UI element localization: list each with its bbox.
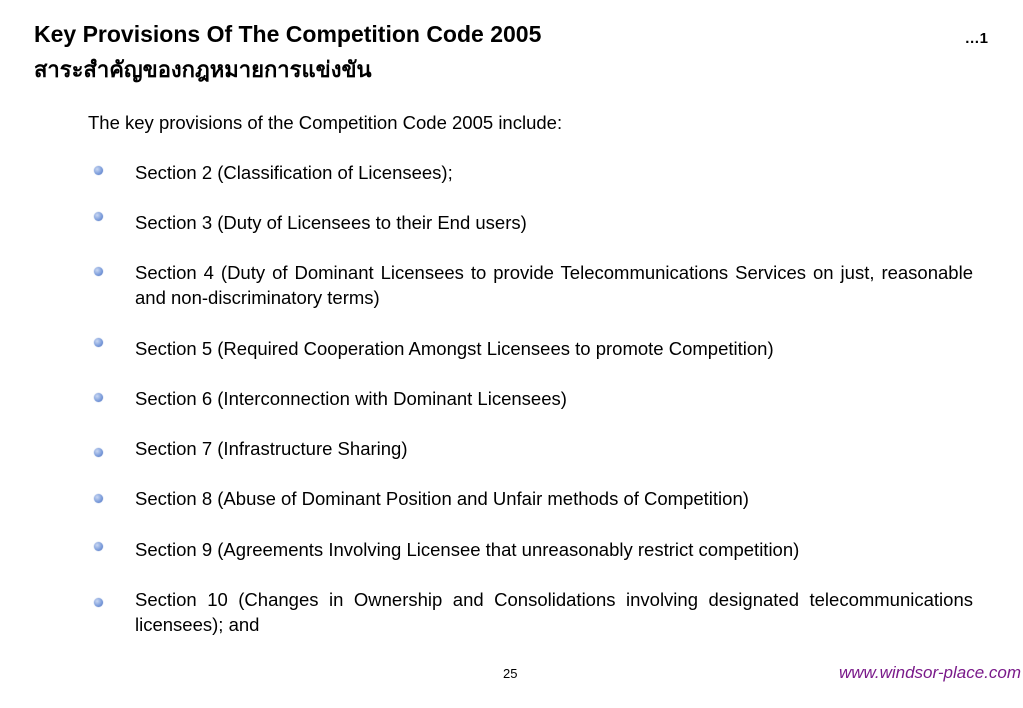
bullet-dot-icon [94,212,103,221]
bullet-dot-icon [94,494,103,503]
list-item [135,587,973,637]
list-item [135,210,973,235]
list-item [135,386,973,411]
list-item [135,260,973,310]
list-item [135,160,973,185]
page-number: 25 [503,666,518,681]
list-item [135,537,973,562]
list-item-text: Section 5 (Required Cooperation Amongst Licensees to promote Competition) [135,338,774,359]
list-item-text: Section 4 (Duty of Dominant Licensees to provide Telecommunications Services on just, reasonable and non-discriminatory terms) [135,262,973,308]
bullet-dot-icon [94,393,103,402]
list-item [135,436,973,461]
list-item-text: Section 7 (Infrastructure Sharing) [135,438,408,459]
bullet-dot-icon [94,338,103,347]
bullet-dot-icon [94,448,103,457]
slide-title: Key Provisions Of The Competition Code 2005 [34,21,542,47]
website-link[interactable]: www.windsor-place.com [838,663,1021,682]
list-item-text: Section 10 (Changes in Ownership and Consolidations involving designated telecommunications licensees); and [135,589,973,635]
list-item-text: Section 9 (Agreements Involving Licensee that unreasonably restrict competition) [135,539,800,560]
list-item-text: Section 3 (Duty of Licensees to their End users) [135,212,527,233]
bullet-dot-icon [94,267,103,276]
intro-text: The key provisions of the Competition Code 2005 include: [88,112,563,133]
page-marker: …1 [964,30,988,47]
bullet-dot-icon [94,166,103,175]
list-item-text: Section 2 (Classification of Licensees); [135,162,453,183]
list-item-text: Section 6 (Interconnection with Dominant Licensees) [135,388,567,409]
bullet-dot-icon [94,542,103,551]
list-item [135,486,973,511]
thai-subtitle: สาระสำคัญของกฎหมายการแข่งขัน [34,58,372,83]
list-item [135,336,973,361]
list-item-text: Section 8 (Abuse of Dominant Position and Unfair methods of Competition) [135,488,749,509]
bullet-dot-icon [94,598,103,607]
